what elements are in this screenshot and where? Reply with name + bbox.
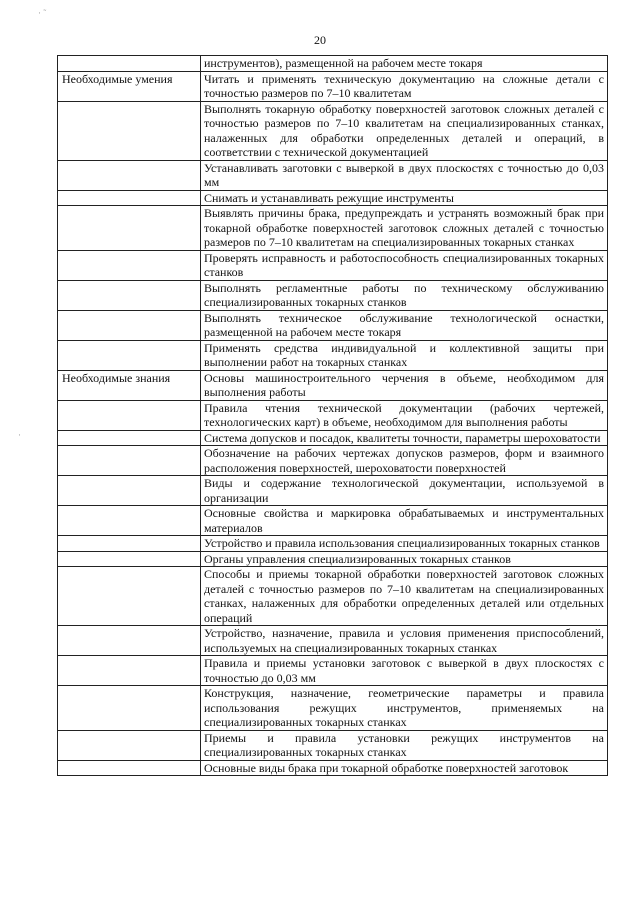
row-requirement-text: Устанавливать заготовки с выверкой в двух плоскостях с точностью до 0,03 мм <box>201 160 608 190</box>
table-row <box>58 340 608 370</box>
table-row <box>58 370 608 400</box>
row-category-label <box>58 430 201 446</box>
row-category-label <box>58 190 201 206</box>
row-requirement-text: Правила чтения технической документации (рабочих чертежей, технологических карт) в объеме, необходимом для выполнения работы <box>201 400 608 430</box>
table-row <box>58 250 608 280</box>
row-category-label <box>58 760 201 776</box>
row-requirement-text: Снимать и устанавливать режущие инструменты <box>201 190 608 206</box>
table-row <box>58 656 608 686</box>
row-category-label <box>58 567 201 626</box>
table-row <box>58 160 608 190</box>
row-category-label <box>58 206 201 251</box>
table-row <box>58 730 608 760</box>
row-requirement-text: Органы управления специализированных токарных станков <box>201 551 608 567</box>
row-category-label <box>58 476 201 506</box>
row-requirement-text: Читать и применять техническую документацию на сложные детали с точностью размеров по 7–10 квалитетам <box>201 71 608 101</box>
page-number: 20 <box>314 33 326 47</box>
row-requirement-text: Конструкция, назначение, геометрические параметры и правила использования режущих инструментов, применяемых на специализированных токарных станках <box>201 686 608 731</box>
row-requirement-text: Основные свойства и маркировка обрабатываемых и инструментальных материалов <box>201 506 608 536</box>
row-category-label <box>58 340 201 370</box>
row-category-label <box>58 400 201 430</box>
row-requirement-text: Приемы и правила установки режущих инструментов на специализированных токарных станках <box>201 730 608 760</box>
table-row <box>58 446 608 476</box>
row-requirement-text: Обозначение на рабочих чертежах допусков размеров, форм и взаимного расположения поверхностей, шероховатости поверхностей <box>201 446 608 476</box>
row-requirement-text: Применять средства индивидуальной и коллективной защиты при выполнении работ на токарных станках <box>201 340 608 370</box>
table-row <box>58 476 608 506</box>
table-row <box>58 206 608 251</box>
row-category-label: Необходимые умения <box>58 71 201 101</box>
row-requirement-text: Устройство и правила использования специализированных токарных станков <box>201 536 608 552</box>
row-category-label <box>58 656 201 686</box>
table-row <box>58 400 608 430</box>
row-requirement-text: Система допусков и посадок, квалитеты точности, параметры шероховатости <box>201 430 608 446</box>
table-body <box>58 56 608 776</box>
table-row <box>58 71 608 101</box>
row-category-label <box>58 280 201 310</box>
table-row <box>58 626 608 656</box>
row-category-label <box>58 506 201 536</box>
scan-mark-top: · ˜ <box>38 8 47 18</box>
table-row <box>58 551 608 567</box>
row-category-label <box>58 160 201 190</box>
row-category-label <box>58 686 201 731</box>
row-requirement-text: Основы машиностроительного черчения в объеме, необходимом для выполнения работы <box>201 370 608 400</box>
row-requirement-text: Проверять исправность и работоспособность специализированных токарных станков <box>201 250 608 280</box>
row-category-label <box>58 101 201 160</box>
row-requirement-text: Выполнять техническое обслуживание технологической оснастки, размещенной на рабочем месте токаря <box>201 310 608 340</box>
table-row <box>58 310 608 340</box>
row-category-label <box>58 446 201 476</box>
table-row <box>58 536 608 552</box>
row-category-label <box>58 551 201 567</box>
row-category-label: Необходимые знания <box>58 370 201 400</box>
row-requirement-text: Виды и содержание технологической документации, используемой в организации <box>201 476 608 506</box>
row-category-label <box>58 310 201 340</box>
row-requirement-text: Правила и приемы установки заготовок с выверкой в двух плоскостях с точностью до 0,03 мм <box>201 656 608 686</box>
row-requirement-text: Выполнять регламентные работы по техническому обслуживанию специализированных токарных станков <box>201 280 608 310</box>
row-category-label <box>58 250 201 280</box>
table-row <box>58 567 608 626</box>
table-row <box>58 760 608 776</box>
table-row <box>58 430 608 446</box>
row-category-label <box>58 56 201 72</box>
table-row <box>58 101 608 160</box>
row-category-label <box>58 536 201 552</box>
row-requirement-text: Выявлять причины брака, предупреждать и устранять возможный брак при токарной обработке поверхностей заготовок сложных деталей с точностью размеров по 7–10 квалитетам на специализированных токарных станках <box>201 206 608 251</box>
row-requirement-text: Основные виды брака при токарной обработке поверхностей заготовок <box>201 760 608 776</box>
table-row <box>58 56 608 72</box>
row-requirement-text: Способы и приемы токарной обработки поверхностей заготовок сложных деталей с точностью размеров по 7–10 квалитетам на специализированных станках, налаженных для обработки определенных деталей или отдельных операций <box>201 567 608 626</box>
row-requirement-text: инструментов), размещенной на рабочем месте токаря <box>201 56 608 72</box>
scan-mark-left: · <box>18 430 21 440</box>
table-row <box>58 280 608 310</box>
row-category-label <box>58 626 201 656</box>
table-row <box>58 190 608 206</box>
row-category-label <box>58 730 201 760</box>
table-row <box>58 686 608 731</box>
row-requirement-text: Выполнять токарную обработку поверхностей заготовок сложных деталей с точностью размеров по 7–10 квалитетам на специализированных станках, налаженных для обработки определенных деталей и операций, в соответствии с технической документацией <box>201 101 608 160</box>
row-requirement-text: Устройство, назначение, правила и условия применения приспособлений, используемых на специализированных токарных станках <box>201 626 608 656</box>
competency-table <box>57 55 608 776</box>
table-row <box>58 506 608 536</box>
